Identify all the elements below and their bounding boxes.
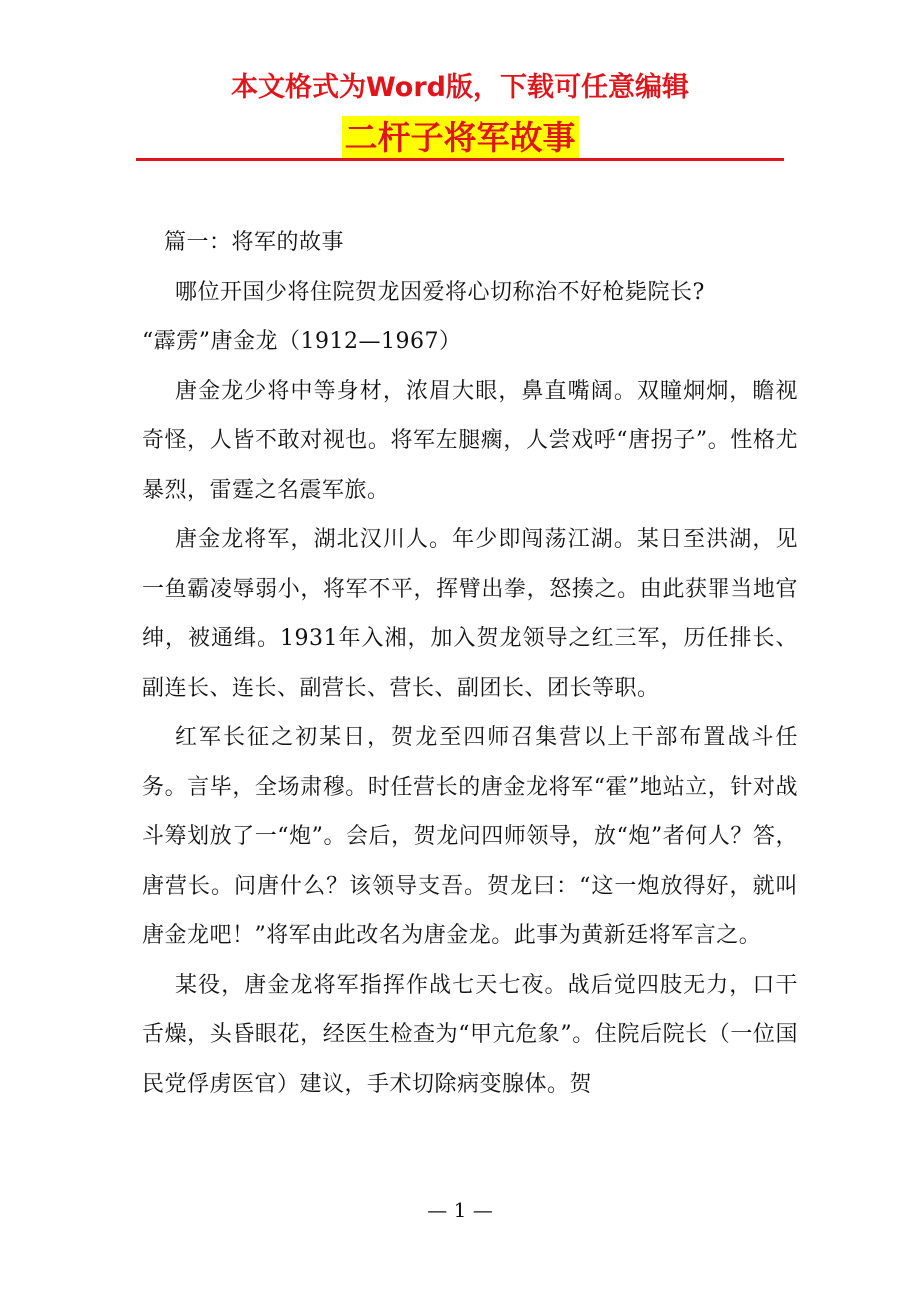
paragraph: 红军长征之初某日，贺龙至四师召集营以上干部布置战斗任务。言毕，全场肃穆。时任营长的唐金龙将军“霍”地站立，针对战斗筹划放了一“炮”。会后，贺龙问四师领导，放“炮”者何人？答，唐营长。问唐什么？该领导支吾。贺龙曰：“这一炮放得好，就叫唐金龙吧！”将军由此改名为唐金龙。此事为黄新廷将军言之。 (142, 725, 798, 948)
paragraph: 唐金龙将军，湖北汉川人。年少即闯荡江湖。某日至洪湖，见一鱼霸凌辱弱小，将军不平，挥臂出拳，怒揍之。由此获罪当地官绅，被通缉。1931年入湘，加入贺龙领导之红三军，历任排长、副连长、连长、副营长、营长、副团长、团长等职。 (142, 527, 798, 701)
title-divider (136, 158, 784, 161)
article-body (142, 218, 798, 1109)
page-number: — 1 — (427, 1198, 493, 1222)
title-block (0, 116, 920, 160)
subject-name-line: “霹雳”唐金龙（1912—1967） (142, 329, 462, 354)
paragraph: 唐金龙少将中等身材，浓眉大眼，鼻直嘴阔。双瞳炯炯，瞻视奇怪，人皆不敢对视也。将军左腿瘸，人尝戏呼“唐拐子”。性格尤暴烈，雷霆之名震军旅。 (142, 378, 798, 503)
download-banner: 本文格式为Word版，下载可任意编辑 (230, 72, 689, 103)
section-heading: 篇一：将军的故事 (164, 230, 345, 255)
question-line: 哪位开国少将住院贺龙因爱将心切称治不好枪毙院长? (175, 279, 705, 305)
document-title: 二杆子将军故事 (342, 116, 579, 160)
paragraph: 某役，唐金龙将军指挥作战七天七夜。战后觉四肢无力，口干舌燥，头昏眼花，经医生检查为“甲亢危象”。住院后院长（一位国民党俘虏医官）建议，手术切除病变腺体。贺 (142, 972, 798, 1097)
